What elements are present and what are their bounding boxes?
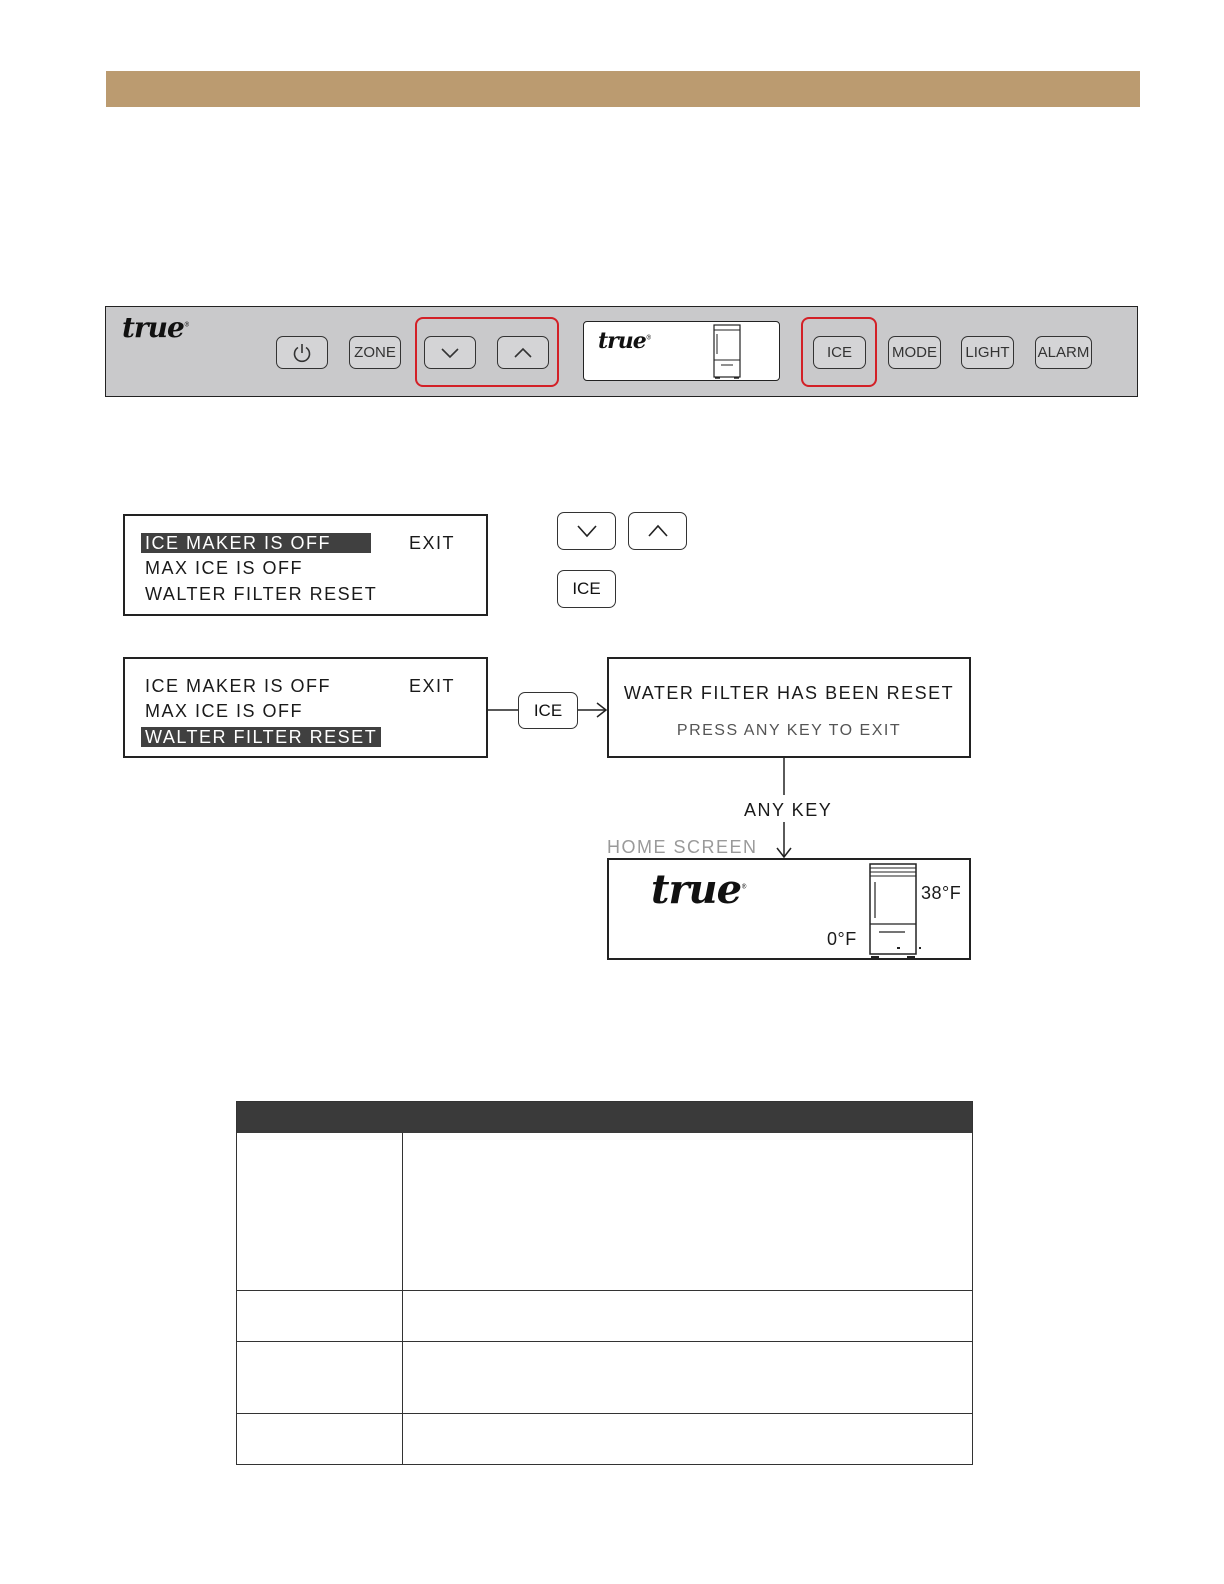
table-column-divider (402, 1133, 403, 1464)
zone-button-label: ZONE (354, 344, 396, 361)
home-screen (607, 858, 971, 960)
refrigerator-icon (867, 862, 923, 958)
alarm-button-label: ALARM (1037, 344, 1090, 361)
confirm-title: WATER FILTER HAS BEEN RESET (623, 683, 955, 703)
menu-line-2: MAX ICE IS OFF (145, 701, 304, 721)
confirm-subtitle: PRESS ANY KEY TO EXIT (676, 722, 902, 739)
home-screen-label: HOME SCREEN (607, 837, 758, 857)
any-key-label: ANY KEY (744, 800, 833, 820)
flow-ice-button[interactable] (518, 692, 578, 729)
menu-line-2: MAX ICE IS OFF (145, 558, 304, 578)
ice-button-label: ICE (826, 344, 852, 361)
menu-line-3: WALTER FILTER RESET (145, 584, 378, 604)
menu-line-3: WALTER FILTER RESET (145, 727, 381, 748)
legend-ice-label: ICE (572, 579, 601, 598)
confirm-screen (607, 657, 971, 758)
mode-button-label: MODE (892, 344, 937, 361)
menu-line-1: ICE MAKER IS OFF (145, 676, 332, 696)
table-row (237, 1341, 972, 1342)
brand-logo: true® (122, 311, 189, 344)
menu-exit: EXIT (409, 533, 456, 553)
table-row (237, 1413, 972, 1414)
display-logo: true® (598, 328, 651, 354)
flow-ice-label: ICE (533, 700, 563, 720)
freezer-temp: 0°F (827, 929, 857, 949)
home-logo: true® (651, 866, 747, 913)
table-header (237, 1102, 972, 1133)
fridge-temp: 38°F (921, 883, 962, 903)
menu-line-1: ICE MAKER IS OFF (145, 533, 371, 554)
light-button-label: LIGHT (965, 344, 1010, 361)
table-row (237, 1290, 972, 1291)
info-table (236, 1101, 973, 1465)
menu-exit: EXIT (409, 676, 456, 696)
